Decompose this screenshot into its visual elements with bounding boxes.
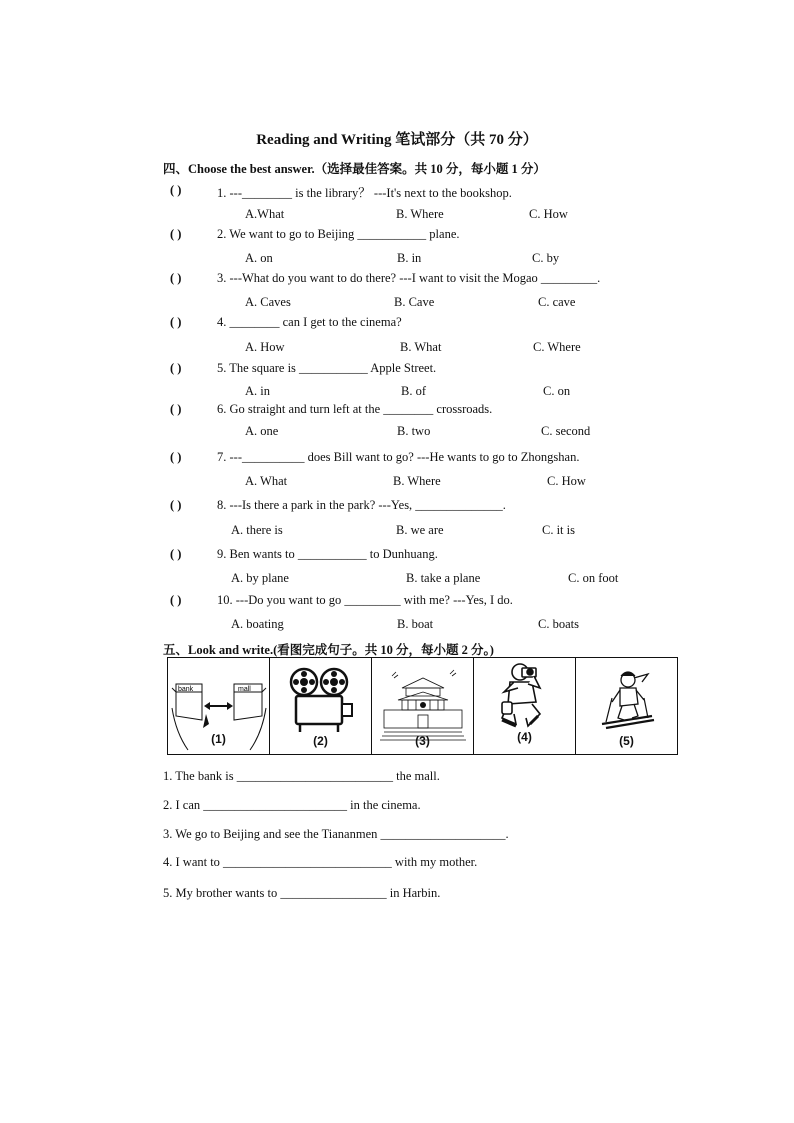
option-c: C. boats [538,617,579,631]
option-c: C. on [543,384,571,398]
picture-4-caption: (4) [517,730,532,744]
picture-1-caption: (1) [211,732,226,746]
question-text: 2. We want to go to Beijing ___________ plane. [217,227,460,241]
answer-bracket[interactable]: ( ) [170,315,182,329]
question-text: 10. ---Do you want to go _________ with me? ---Yes, I do. [217,593,513,607]
option-b: B. Cave [394,295,435,309]
option-a: A. How [245,340,285,354]
answer-bracket[interactable]: ( ) [170,361,182,375]
picture-5-caption: (5) [619,734,634,748]
question-text: 9. Ben wants to ___________ to Dunhuang. [217,547,438,561]
picture-4 [474,658,576,754]
question-text: 5. The square is ___________ Apple Street. [217,361,437,375]
option-c: C. it is [542,523,575,537]
answer-bracket[interactable]: ( ) [170,227,182,241]
answer-bracket[interactable]: ( ) [170,593,182,607]
option-b: B. we are [396,523,444,537]
answer-bracket[interactable]: ( ) [170,498,182,512]
option-b: B. What [400,340,442,354]
mall-sign: mall [238,686,251,693]
option-c: C. How [547,474,586,488]
question-text: 3. ---What do you want to do there? ---I want to visit the Mogao _________. [217,271,601,285]
option-a: A. on [245,251,273,265]
option-a: A. What [245,474,288,488]
question-text: 4. ________ can I get to the cinema? [217,315,402,329]
section-4-heading: 四、Choose the best answer.（选择最佳答案。共 10 分，每小题 1 分） [163,162,546,176]
option-c: C. by [532,251,560,265]
answer-bracket[interactable]: ( ) [170,402,182,416]
picture-strip [167,657,678,755]
option-c: C. Where [533,340,581,354]
option-b: B. Where [396,207,444,221]
option-a: A. by plane [231,571,289,585]
option-a: A. Caves [245,295,291,309]
fill-in-sentence[interactable]: 4. I want to ___________________________ with my mother. [163,855,478,869]
picture-1 [168,658,270,754]
question-text: 8. ---Is there a park in the park? ---Yes, ______________. [217,498,506,512]
option-a: A. in [245,384,270,398]
option-b: B. in [397,251,422,265]
question-text: 1. ---________ is the library？ ---It's next to the bookshop. [217,186,512,200]
question-text: 6. Go straight and turn left at the ________ crossroads. [217,402,493,416]
section-5-heading: 五、Look and write.(看图完成句子。共 10 分，每小题 2 分。) [163,643,494,657]
fill-in-sentence[interactable]: 1. The bank is _________________________ the mall. [163,769,440,783]
option-c: C. second [541,424,591,438]
option-a: A. one [245,424,279,438]
answer-bracket[interactable]: ( ) [170,183,182,197]
picture-3 [372,658,474,754]
option-c: C. How [529,207,568,221]
picture-3-caption: (3) [415,734,430,748]
option-b: B. of [401,384,426,398]
fill-in-sentence[interactable]: 5. My brother wants to _________________ in Harbin. [163,886,441,900]
option-a: A. boating [231,617,284,631]
picture-5 [576,658,677,754]
option-a: A.What [245,207,285,221]
option-b: B. take a plane [406,571,481,585]
option-b: B. boat [397,617,434,631]
option-b: B. Where [393,474,441,488]
question-text: 7. ---__________ does Bill want to go? ---He wants to go to Zhongshan. [217,450,580,464]
answer-bracket[interactable]: ( ) [170,450,182,464]
option-c: C. on foot [568,571,619,585]
option-b: B. two [397,424,431,438]
answer-bracket[interactable]: ( ) [170,547,182,561]
option-a: A. there is [231,523,283,537]
page-title: Reading and Writing 笔试部分（共 70 分） [256,132,538,148]
fill-in-sentence[interactable]: 3. We go to Beijing and see the Tiananmen ____________________. [163,827,509,841]
answer-bracket[interactable]: ( ) [170,271,182,285]
picture-2-caption: (2) [313,734,328,748]
bank-sign: bank [178,686,194,693]
picture-2 [270,658,372,754]
option-c: C. cave [538,295,576,309]
fill-in-sentence[interactable]: 2. I can _______________________ in the cinema. [163,798,421,812]
